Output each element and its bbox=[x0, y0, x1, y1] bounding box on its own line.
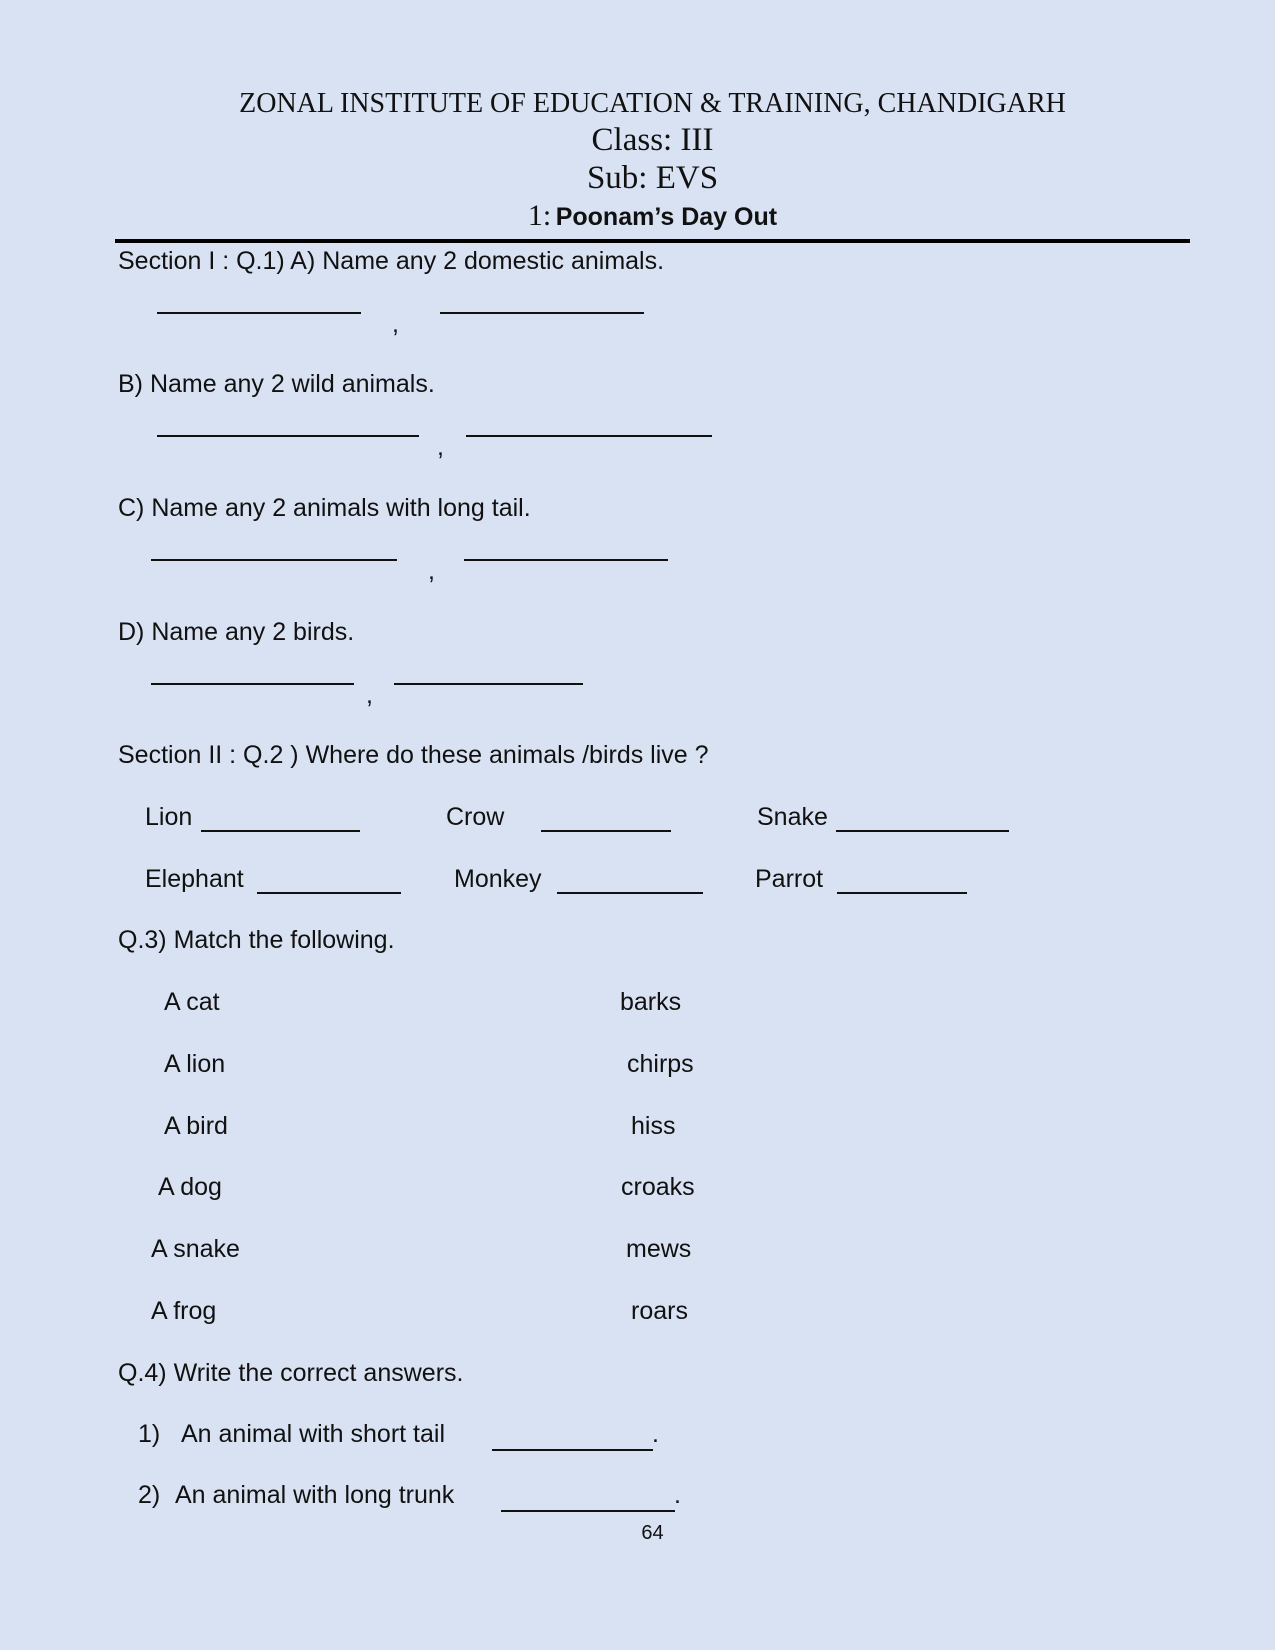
answer-blank-1d-1[interactable] bbox=[151, 683, 354, 685]
page-number: 64 bbox=[641, 1522, 664, 1544]
match-right-6[interactable]: roars bbox=[631, 1297, 688, 1325]
answer-blank-q4-1[interactable] bbox=[492, 1449, 653, 1451]
match-left-5[interactable]: A snake bbox=[151, 1235, 240, 1263]
match-right-5[interactable]: mews bbox=[626, 1235, 692, 1263]
answer-blank-1a-1[interactable] bbox=[157, 312, 361, 314]
habitat-item-monkey: Monkey bbox=[454, 865, 542, 893]
q4-item-1-number: 1) bbox=[138, 1420, 161, 1448]
header-rule bbox=[115, 239, 1190, 243]
chapter-title: Poonam’s Day Out bbox=[555, 203, 778, 231]
q4-item-2-period: . bbox=[674, 1481, 681, 1509]
chapter-number: 1: bbox=[527, 199, 552, 232]
comma-1d: , bbox=[366, 681, 373, 709]
match-left-3[interactable]: A bird bbox=[164, 1112, 228, 1140]
question-1b: B) Name any 2 wild animals. bbox=[118, 370, 435, 398]
answer-blank-1c-1[interactable] bbox=[151, 559, 397, 561]
match-right-3[interactable]: hiss bbox=[631, 1112, 676, 1140]
habitat-item-lion: Lion bbox=[145, 803, 193, 831]
answer-blank-1c-2[interactable] bbox=[464, 559, 668, 561]
q4-item-1-text: An animal with short tail bbox=[181, 1420, 446, 1448]
answer-blank-1b-2[interactable] bbox=[466, 435, 712, 437]
habitat-item-snake: Snake bbox=[757, 803, 828, 831]
answer-blank-1b-1[interactable] bbox=[157, 435, 419, 437]
comma-1b: , bbox=[437, 433, 444, 461]
comma-1c: , bbox=[428, 557, 435, 585]
match-right-1[interactable]: barks bbox=[620, 988, 682, 1016]
match-left-1[interactable]: A cat bbox=[164, 988, 220, 1016]
habitat-blank-parrot[interactable] bbox=[837, 892, 967, 894]
question-1a: Section I : Q.1) A) Name any 2 domestic animals. bbox=[118, 247, 665, 275]
answer-blank-q4-2[interactable] bbox=[501, 1510, 675, 1512]
habitat-blank-snake[interactable] bbox=[836, 830, 1009, 832]
habitat-blank-lion[interactable] bbox=[201, 830, 360, 832]
question-3: Q.3) Match the following. bbox=[118, 926, 395, 954]
answer-blank-1d-2[interactable] bbox=[394, 683, 583, 685]
q4-item-1-period: . bbox=[652, 1420, 659, 1448]
q4-item-2-number: 2) bbox=[138, 1481, 161, 1509]
answer-blank-1a-2[interactable] bbox=[440, 312, 644, 314]
match-left-4[interactable]: A dog bbox=[158, 1173, 222, 1201]
match-right-4[interactable]: croaks bbox=[621, 1173, 695, 1201]
question-4: Q.4) Write the correct answers. bbox=[118, 1359, 464, 1387]
q4-item-2-text: An animal with long trunk bbox=[175, 1481, 455, 1509]
chapter-heading bbox=[0, 199, 1275, 233]
habitat-blank-crow[interactable] bbox=[541, 830, 671, 832]
comma-1a: , bbox=[392, 310, 399, 338]
match-left-6[interactable]: A frog bbox=[151, 1297, 217, 1325]
question-1c: C) Name any 2 animals with long tail. bbox=[118, 494, 531, 522]
habitat-blank-monkey[interactable] bbox=[557, 892, 703, 894]
question-2: Section II : Q.2 ) Where do these animals /birds live ? bbox=[118, 741, 709, 769]
habitat-item-parrot: Parrot bbox=[755, 865, 824, 893]
subject-line: Sub: EVS bbox=[586, 160, 719, 196]
habitat-item-crow: Crow bbox=[446, 803, 505, 831]
question-1d: D) Name any 2 birds. bbox=[118, 618, 355, 646]
match-right-2[interactable]: chirps bbox=[627, 1050, 694, 1078]
class-line: Class: III bbox=[591, 122, 714, 158]
institute-title: ZONAL INSTITUTE OF EDUCATION & TRAINING, CHANDIGARH bbox=[239, 88, 1066, 119]
habitat-item-elephant: Elephant bbox=[145, 865, 244, 893]
match-left-2[interactable]: A lion bbox=[164, 1050, 226, 1078]
habitat-blank-elephant[interactable] bbox=[257, 892, 401, 894]
